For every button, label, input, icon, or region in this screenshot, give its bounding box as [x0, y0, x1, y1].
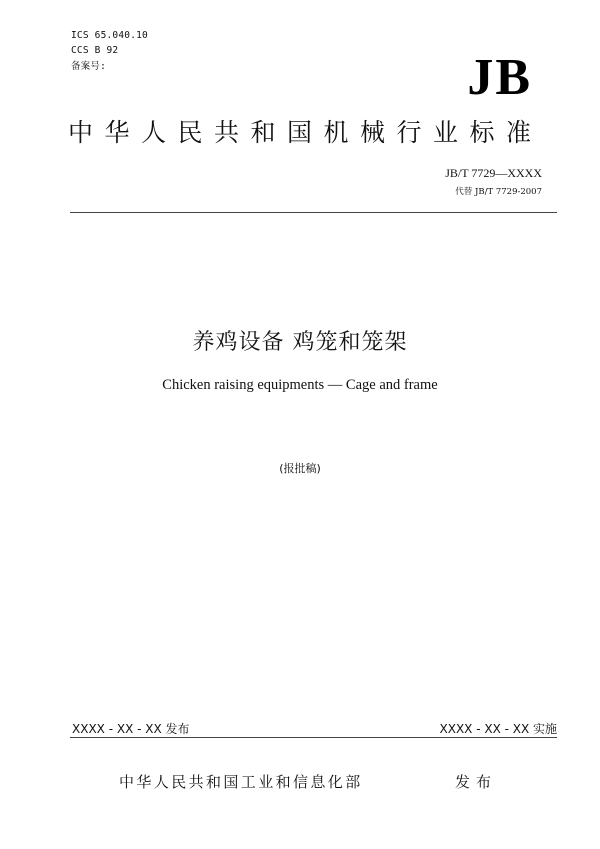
replaces-standard: 代替 JB/T 7729-2007 — [455, 187, 542, 197]
record-number-label: 备案号: — [71, 61, 107, 72]
standard-code: JB/T 7729—XXXX — [445, 166, 542, 180]
jb-logo: JB — [467, 49, 532, 106]
title-english: Chicken raising equipments — Cage and frame — [162, 377, 438, 393]
standard-heading: 中华人民共和国机械行业标准 — [68, 118, 543, 147]
title-chinese: 养鸡设备 鸡笼和笼架 — [192, 330, 408, 355]
publisher: 中华人民共和国工业和信息化部 — [119, 773, 363, 791]
bottom-divider — [70, 737, 557, 738]
top-divider — [70, 212, 557, 213]
ccs-code: CCS B 92 — [71, 45, 119, 56]
publish-label: 发布 — [455, 773, 498, 791]
implementation-date: XXXX - XX - XX 实施 — [439, 722, 557, 736]
issue-date: XXXX - XX - XX 发布 — [72, 722, 190, 736]
ics-code: ICS 65.040.10 — [71, 30, 148, 41]
draft-status: (报批稿) — [279, 462, 321, 475]
